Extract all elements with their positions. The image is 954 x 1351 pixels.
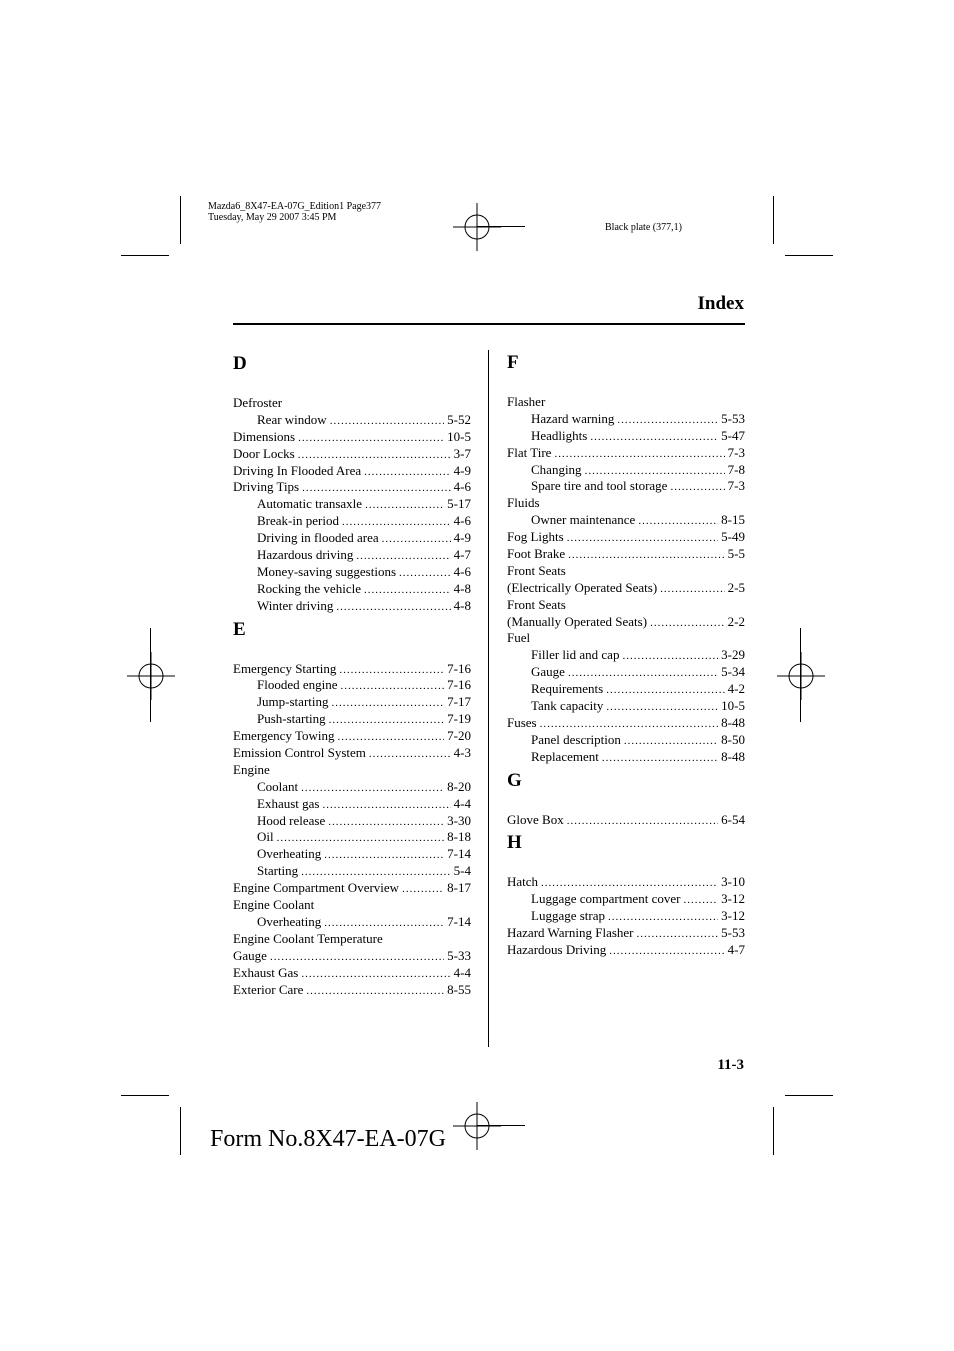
entry-text: Overheating (257, 846, 322, 862)
crop-mark (180, 1107, 181, 1155)
index-entry (507, 512, 745, 529)
entry-page: 10-5 (447, 428, 471, 444)
crop-mark (785, 255, 833, 256)
entry-text: Money-saving suggestions (257, 563, 397, 579)
index-entry (233, 446, 471, 463)
entry-page: 3-12 (721, 891, 745, 907)
index-entry (507, 681, 745, 698)
leader-dots (638, 513, 718, 530)
leader-dots (306, 983, 444, 1000)
index-entry (233, 846, 471, 863)
index-entry (507, 647, 745, 664)
entry-page: 5-33 (447, 947, 471, 963)
entry-page: 7-8 (727, 461, 745, 477)
index-entry (233, 745, 471, 762)
section-letter-f: F (507, 352, 519, 373)
index-entry (507, 812, 745, 829)
entry-text: Hazardous Driving (507, 942, 607, 958)
entry-page: 4-6 (453, 563, 471, 579)
index-entry (233, 547, 471, 564)
leader-dots (298, 430, 444, 447)
entry-page: 10-5 (721, 698, 745, 714)
crop-mark (121, 1095, 169, 1096)
entry-page: 5-34 (721, 664, 745, 680)
entry-page: 4-4 (453, 795, 471, 811)
entry-page: 4-4 (453, 964, 471, 980)
index-entry (507, 445, 745, 462)
entry-page: 4-3 (453, 745, 471, 761)
leader-dots (683, 892, 718, 909)
leader-dots (332, 695, 445, 712)
leader-dots (339, 662, 444, 679)
leader-dots (364, 582, 451, 599)
entry-text: Spare tire and tool storage (531, 478, 668, 494)
index-entry (507, 478, 745, 495)
entry-page: 4-2 (727, 681, 745, 697)
index-entry (233, 496, 471, 513)
entry-text: Glove Box (507, 811, 564, 827)
entry-text: Hazardous driving (257, 547, 354, 563)
index-entry (233, 479, 471, 496)
index-entry (233, 982, 471, 999)
page-title: Index (697, 293, 744, 314)
index-heading-entry: Defroster (233, 395, 283, 410)
entry-text: Winter driving (257, 597, 334, 613)
leader-dots (617, 412, 718, 429)
entry-page: 5-17 (447, 496, 471, 512)
index-entry (507, 891, 745, 908)
leader-dots (568, 547, 725, 564)
leader-dots (670, 479, 724, 496)
crop-mark (800, 628, 801, 722)
leader-dots (356, 548, 450, 565)
leader-dots (336, 599, 450, 616)
index-entry (507, 749, 745, 766)
registration-mark-top (453, 203, 501, 251)
index-entry (233, 829, 471, 846)
entry-page: 4-9 (453, 530, 471, 546)
index-entry (507, 546, 745, 563)
index-entry (507, 580, 745, 597)
entry-text: Exhaust gas (257, 795, 320, 811)
leader-dots (590, 429, 718, 446)
entry-text: Hazard Warning Flasher (507, 925, 634, 941)
index-entry (507, 942, 745, 959)
leader-dots (298, 447, 451, 464)
entry-page: 8-48 (721, 714, 745, 730)
entry-page: 7-14 (447, 913, 471, 929)
index-entry (233, 412, 471, 429)
entry-text: Changing (531, 461, 582, 477)
leader-dots (277, 830, 445, 847)
index-entry (233, 965, 471, 982)
entry-text: Exterior Care (233, 981, 304, 997)
entry-page: 4-6 (453, 479, 471, 495)
index-entry (233, 564, 471, 581)
leader-dots (364, 464, 450, 481)
entry-text: Rocking the vehicle (257, 580, 361, 596)
entry-text: Foot Brake (507, 546, 566, 562)
index-entry (233, 948, 471, 965)
index-entry (507, 664, 745, 681)
entry-page: 7-3 (727, 444, 745, 460)
entry-page: 8-18 (447, 829, 471, 845)
entry-text: Hatch (507, 874, 539, 890)
leader-dots (585, 463, 725, 480)
registration-mark-bottom (453, 1102, 501, 1150)
index-entry (233, 694, 471, 711)
entry-page: 8-20 (447, 778, 471, 794)
index-entry (507, 874, 745, 891)
entry-page: 7-19 (447, 711, 471, 727)
index-heading-entry: Fluids (507, 495, 540, 511)
index-entry (507, 698, 745, 715)
leader-dots (341, 678, 445, 695)
entry-page: 3-29 (721, 647, 745, 663)
leader-dots (540, 716, 719, 733)
section-letter-d: D (233, 353, 247, 374)
leader-dots (568, 665, 718, 682)
index-entry (507, 925, 745, 942)
leader-dots (369, 746, 451, 763)
title-rule (233, 323, 745, 325)
section-letter-g: G (507, 769, 522, 791)
entry-page: 4-9 (453, 462, 471, 478)
leader-dots (554, 446, 724, 463)
form-number: Form No.8X47-EA-07G (210, 1126, 446, 1152)
leader-dots (301, 780, 444, 797)
file-info-line2: Tuesday, May 29 2007 3:45 PM (208, 212, 337, 223)
entry-text: Starting (257, 863, 299, 879)
index-entry (507, 715, 745, 732)
index-entry (233, 661, 471, 678)
entry-page: 3-30 (447, 812, 471, 828)
entry-text: Overheating (257, 913, 322, 929)
right-column (507, 352, 745, 959)
leader-dots (365, 497, 444, 514)
entry-text: (Electrically Operated Seats) (507, 579, 658, 595)
index-entry (233, 779, 471, 796)
leader-dots (660, 581, 725, 598)
index-entry (507, 411, 745, 428)
entry-page: 7-16 (447, 677, 471, 693)
entry-page: 5-5 (727, 546, 745, 562)
leader-dots (301, 966, 450, 983)
entry-page: 6-54 (721, 811, 745, 827)
crop-mark (785, 1095, 833, 1096)
index-entry (507, 908, 745, 925)
leader-dots (622, 648, 718, 665)
entry-page: 5-53 (721, 410, 745, 426)
leader-dots (567, 530, 718, 547)
leader-dots (541, 875, 718, 892)
registration-mark-right (777, 652, 825, 700)
index-heading-entry: Flasher (507, 394, 546, 409)
crop-mark (121, 255, 169, 256)
index-entry (233, 728, 471, 745)
leader-dots (330, 413, 444, 430)
index-entry (233, 513, 471, 530)
leader-dots (270, 949, 444, 966)
entry-page: 4-7 (727, 942, 745, 958)
entry-text: Emergency Towing (233, 728, 335, 744)
index-heading-entry: Front Seats (507, 596, 566, 612)
entry-page: 7-3 (727, 478, 745, 494)
entry-text: Requirements (531, 681, 604, 697)
entry-page: 8-17 (447, 880, 471, 896)
entry-text: Panel description (531, 731, 621, 747)
leader-dots (324, 847, 444, 864)
entry-text: Push-starting (257, 711, 326, 727)
crop-mark (180, 196, 181, 244)
leader-dots (606, 682, 724, 699)
index-heading-entry: Engine Coolant (233, 897, 315, 913)
index-heading-entry: Engine (233, 761, 270, 777)
leader-dots (609, 943, 724, 960)
leader-dots (342, 514, 451, 531)
entry-page: 2-5 (727, 579, 745, 595)
entry-page: 8-50 (721, 731, 745, 747)
leader-dots (324, 915, 444, 932)
entry-text: Dimensions (233, 428, 296, 444)
entry-page: 7-16 (447, 660, 471, 676)
section-letter-h: H (507, 832, 522, 854)
index-entry (233, 863, 471, 880)
entry-page: 7-20 (447, 728, 471, 744)
entry-page: 3-10 (721, 874, 745, 890)
entry-page: 5-52 (447, 411, 471, 427)
leader-dots (602, 750, 718, 767)
entry-page: 5-49 (721, 529, 745, 545)
entry-text: Hazard warning (531, 410, 615, 426)
crop-mark (477, 1125, 525, 1126)
leader-dots (302, 480, 451, 497)
entry-page: 4-6 (453, 513, 471, 529)
leader-dots (382, 531, 451, 548)
leader-dots (301, 864, 450, 881)
entry-text: Driving In Flooded Area (233, 462, 362, 478)
entry-text: (Manually Operated Seats) (507, 613, 648, 629)
entry-text: Tank capacity (531, 698, 604, 714)
entry-page: 8-48 (721, 748, 745, 764)
leader-dots (624, 733, 718, 750)
registration-mark-left (127, 652, 175, 700)
leader-dots (399, 565, 451, 582)
leader-dots (329, 712, 445, 729)
entry-text: Filler lid and cap (531, 647, 620, 663)
section-letter-e: E (233, 618, 246, 640)
entry-text: Fog Lights (507, 529, 564, 545)
crop-mark (773, 1107, 774, 1155)
index-entry (233, 796, 471, 813)
crop-mark (773, 196, 774, 244)
entry-text: Driving Tips (233, 479, 300, 495)
page-number: 11-3 (717, 1057, 744, 1073)
entry-page: 3-7 (453, 445, 471, 461)
leader-dots (338, 729, 445, 746)
entry-text: Fuses (507, 714, 537, 730)
entry-text: Exhaust Gas (233, 964, 299, 980)
index-entry (233, 429, 471, 446)
entry-page: 7-14 (447, 846, 471, 862)
entry-text: Coolant (257, 778, 299, 794)
entry-text: Flat Tire (507, 444, 552, 460)
entry-text: Driving in flooded area (257, 530, 379, 546)
index-entry (233, 677, 471, 694)
index-entry (233, 914, 471, 931)
leader-dots (606, 699, 718, 716)
entry-page: 5-47 (721, 427, 745, 443)
entry-page: 4-8 (453, 597, 471, 613)
entry-text: Luggage compartment cover (531, 891, 681, 907)
index-entry (233, 463, 471, 480)
leader-dots (637, 926, 719, 943)
index-heading-entry: Engine Coolant Temperature (233, 930, 383, 946)
crop-mark (477, 226, 525, 227)
entry-text: Jump-starting (257, 694, 329, 710)
index-entry (233, 598, 471, 615)
entry-text: Headlights (531, 427, 588, 443)
entry-text: Luggage strap (531, 908, 606, 924)
index-entry (507, 428, 745, 445)
index-entry (507, 529, 745, 546)
file-info-line1: Mazda6_8X47-EA-07G_Edition1 Page377 (208, 201, 382, 212)
entry-page: 7-17 (447, 694, 471, 710)
entry-text: Automatic transaxle (257, 496, 363, 512)
entry-text: Break-in period (257, 513, 339, 529)
crop-mark (150, 628, 151, 722)
index-heading-entry: Fuel (507, 630, 531, 646)
index-entry (507, 614, 745, 631)
index-entry (233, 530, 471, 547)
entry-text: Replacement (531, 748, 599, 764)
entry-text: Rear window (257, 411, 327, 427)
column-divider (488, 350, 489, 1047)
leader-dots (608, 909, 718, 926)
entry-text: Gauge (531, 664, 565, 680)
leader-dots (567, 813, 718, 830)
leader-dots (328, 814, 444, 831)
index-entry (507, 732, 745, 749)
index-heading-entry: Front Seats (507, 562, 566, 578)
entry-text: Engine Compartment Overview (233, 880, 400, 896)
left-column (233, 353, 471, 998)
index-entry (507, 462, 745, 479)
entry-page: 8-15 (721, 512, 745, 528)
plate-label: Black plate (377,1) (605, 222, 682, 233)
entry-text: Emission Control System (233, 745, 366, 761)
leader-dots (402, 881, 444, 898)
file-info (208, 201, 381, 223)
entry-page: 8-55 (447, 981, 471, 997)
entry-page: 3-12 (721, 908, 745, 924)
index-entry (233, 813, 471, 830)
entry-text: Door Locks (233, 445, 295, 461)
entry-page: 2-2 (727, 613, 745, 629)
entry-text: Flooded engine (257, 677, 338, 693)
entry-text: Gauge (233, 947, 267, 963)
entry-text: Hood release (257, 812, 326, 828)
entry-page: 4-7 (453, 547, 471, 563)
entry-page: 4-8 (453, 580, 471, 596)
index-entry (233, 711, 471, 728)
index-entry (233, 581, 471, 598)
leader-dots (650, 615, 725, 632)
entry-text: Owner maintenance (531, 512, 636, 528)
entry-text: Oil (257, 829, 274, 845)
entry-page: 5-4 (453, 863, 471, 879)
entry-page: 5-53 (721, 925, 745, 941)
entry-text: Emergency Starting (233, 660, 337, 676)
index-entry (233, 880, 471, 897)
leader-dots (322, 797, 450, 814)
